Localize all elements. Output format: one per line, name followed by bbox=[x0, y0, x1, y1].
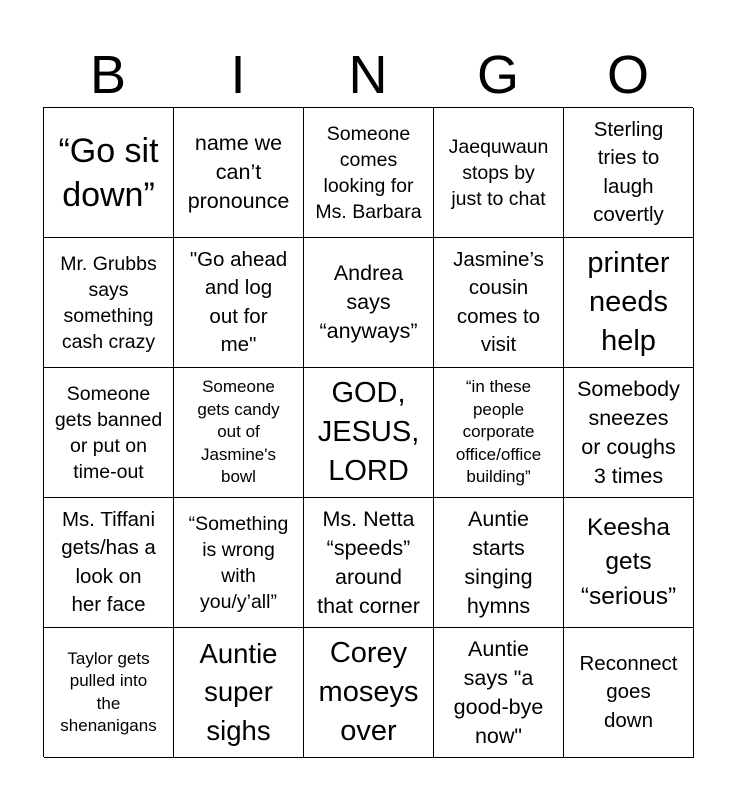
bingo-cell[interactable] bbox=[434, 628, 564, 758]
bingo-cell[interactable] bbox=[44, 498, 174, 628]
bingo-cell[interactable] bbox=[304, 498, 434, 628]
bingo-cell[interactable] bbox=[174, 498, 304, 628]
cell-text: Someone comes looking for Ms. Barbara bbox=[315, 122, 422, 223]
header-letter-n: N bbox=[348, 45, 388, 105]
bingo-cell[interactable] bbox=[174, 628, 304, 758]
bingo-cell[interactable] bbox=[564, 238, 694, 368]
bingo-cell[interactable] bbox=[174, 108, 304, 238]
bingo-cell[interactable] bbox=[304, 238, 434, 368]
bingo-cell-center[interactable] bbox=[304, 368, 434, 498]
bingo-cell[interactable] bbox=[564, 368, 694, 498]
bingo-cell[interactable] bbox=[44, 238, 174, 368]
bingo-cell[interactable] bbox=[304, 628, 434, 758]
cell-text: "Go ahead and log out for me" bbox=[189, 247, 288, 356]
bingo-cell[interactable] bbox=[434, 498, 564, 628]
header-letter-i: I bbox=[230, 45, 246, 105]
header-letter-g: G bbox=[476, 45, 519, 105]
cell-text: Auntie starts singing hymns bbox=[464, 506, 533, 618]
cell-text: Jaequwaun stops by just to chat bbox=[448, 135, 549, 210]
bingo-cell[interactable] bbox=[44, 368, 174, 498]
header-letter-o: O bbox=[606, 45, 649, 105]
cell-text: “Something is wrong with you/y’all” bbox=[188, 512, 289, 613]
cell-text: printer needs help bbox=[587, 247, 670, 357]
cell-text: “in these people corporate office/office building” bbox=[455, 377, 542, 487]
bingo-cell[interactable] bbox=[434, 108, 564, 238]
cell-text: Reconnect goes down bbox=[579, 651, 678, 732]
cell-text: Andrea says “anyways” bbox=[319, 261, 418, 343]
bingo-cell[interactable] bbox=[174, 238, 304, 368]
cell-text: Corey moseys over bbox=[318, 637, 419, 747]
header-letter-b: B bbox=[89, 45, 127, 105]
cell-text: Auntie super sighs bbox=[199, 637, 278, 746]
bingo-cell[interactable] bbox=[434, 368, 564, 498]
bingo-cell[interactable] bbox=[564, 498, 694, 628]
cell-text: Keesha gets “serious” bbox=[580, 513, 677, 610]
cell-text: name we can’t pronounce bbox=[187, 131, 290, 213]
bingo-cell[interactable] bbox=[564, 108, 694, 238]
bingo-cell[interactable] bbox=[174, 368, 304, 498]
bingo-cell[interactable] bbox=[44, 628, 174, 758]
bingo-card-grid bbox=[43, 107, 693, 757]
cell-text: Jasmine’s cousin comes to visit bbox=[453, 247, 544, 356]
cell-text: Mr. Grubbs says something cash crazy bbox=[60, 252, 157, 353]
cell-text: Auntie says "a good-bye now" bbox=[453, 636, 544, 748]
cell-text: GOD, JESUS, LORD bbox=[317, 377, 420, 487]
cell-text: Taylor gets pulled into the shenanigans bbox=[60, 648, 157, 735]
bingo-cell[interactable] bbox=[304, 108, 434, 238]
cell-text: Sterling tries to laugh covertly bbox=[593, 117, 664, 226]
bingo-header bbox=[43, 44, 693, 106]
bingo-cell[interactable] bbox=[564, 628, 694, 758]
cell-text: Somebody sneezes or coughs 3 times bbox=[577, 376, 680, 488]
cell-text: Someone gets banned or put on time-out bbox=[54, 382, 163, 483]
cell-text: Someone gets candy out of Jasmine's bowl bbox=[197, 377, 280, 487]
cell-text: Ms. Tiffani gets/has a look on her face bbox=[61, 507, 156, 616]
cell-text: Ms. Netta “speeds” around that corner bbox=[317, 506, 420, 618]
cell-text: “Go sit down” bbox=[58, 131, 159, 214]
bingo-cell[interactable] bbox=[434, 238, 564, 368]
bingo-cell[interactable] bbox=[44, 108, 174, 238]
